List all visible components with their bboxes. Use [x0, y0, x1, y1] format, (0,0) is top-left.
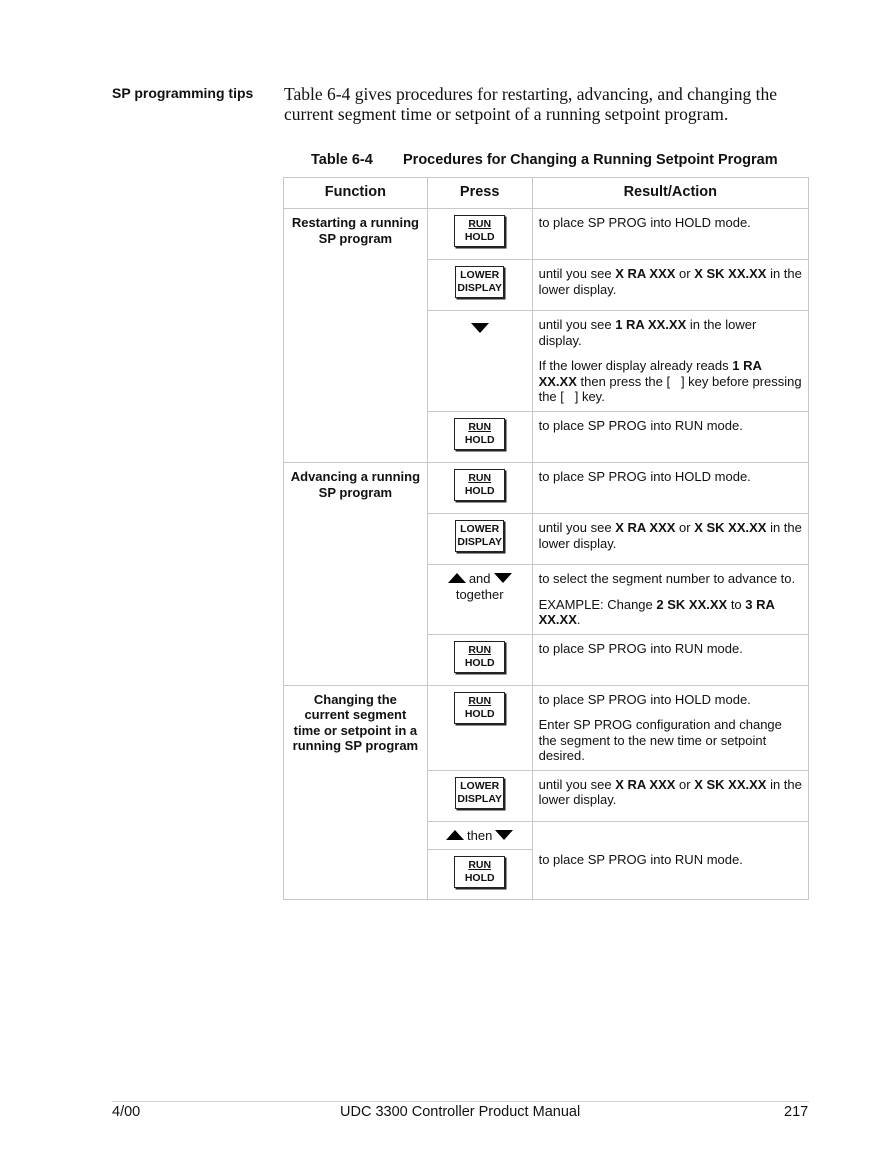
table-row [284, 685, 809, 770]
intro-paragraph: Table 6-4 gives procedures for restarting, advancing, and changing the current segment time or setpoint of a running setpoint program. [284, 84, 777, 124]
header-press: Press [427, 178, 532, 209]
key-label-hold: HOLD [464, 434, 495, 446]
key-label-run: RUN [468, 643, 492, 656]
result-text: to select the segment number to advance to. [538, 571, 796, 586]
result-note: If the lower display already reads 1 RA XX.XX then press the [ ] key before pressing the [ ] key. [538, 358, 802, 404]
arrow-instruction [428, 828, 532, 844]
press-cell [427, 260, 532, 311]
result-text: until you see X RA XXX or X SK XX.XX in the lower display. [538, 520, 802, 551]
result-cell [532, 514, 808, 565]
result-cell [532, 311, 808, 412]
result-text: to place SP PROG into HOLD mode. [538, 215, 751, 230]
press-cell [427, 412, 532, 463]
press-cell [427, 685, 532, 770]
run-hold-key [454, 692, 505, 724]
press-cell [427, 514, 532, 565]
press-cell [427, 634, 532, 685]
word-and: and [468, 571, 491, 586]
up-arrow-icon [446, 830, 464, 840]
down-arrow-icon [471, 323, 489, 333]
key-label-display: DISPLAY [457, 792, 502, 805]
press-cell [427, 209, 532, 260]
result-cell [532, 634, 808, 685]
result-note: Enter SP PROG configuration and change the segment to the new time or setpoint desired. [538, 717, 782, 763]
press-cell [427, 770, 532, 821]
result-cell [532, 209, 808, 260]
up-arrow-icon [448, 573, 466, 583]
word-then: then [467, 827, 493, 843]
function-changing: Changing the current segment time or setpoint in a running SP program [284, 685, 428, 899]
table-header-row [284, 178, 809, 209]
footer-manual-title: UDC 3300 Controller Product Manual [340, 1104, 581, 1120]
table-row [284, 209, 809, 260]
key-label-hold: HOLD [464, 231, 495, 243]
down-arrow-icon [495, 830, 513, 840]
press-cell [427, 821, 532, 849]
press-cell [427, 463, 532, 514]
result-text: until you see 1 RA XX.XX in the lower display. [538, 317, 757, 348]
key-label-display: DISPLAY [457, 536, 502, 548]
side-heading: SP programming tips [112, 85, 254, 101]
lower-display-key [455, 266, 504, 298]
result-text: to place SP PROG into RUN mode. [538, 418, 743, 433]
result-text: to place SP PROG into HOLD mode. [538, 469, 751, 484]
result-cell [532, 770, 808, 821]
header-result: Result/Action [532, 178, 808, 209]
run-hold-key [454, 856, 505, 888]
key-label-hold: HOLD [464, 485, 495, 497]
down-arrow-icon [494, 573, 512, 583]
run-hold-key [454, 469, 505, 501]
run-hold-key [454, 215, 505, 247]
press-cell [427, 565, 532, 635]
procedures-table [283, 177, 809, 900]
key-label-run: RUN [468, 858, 492, 871]
result-text: until you see X RA XXX or X SK XX.XX in the lower display. [538, 266, 802, 297]
word-together: together [455, 587, 504, 602]
key-label-lower: LOWER [460, 269, 500, 281]
header-function: Function [284, 178, 428, 209]
run-hold-key [454, 641, 505, 673]
table-number: Table 6-4 [311, 152, 373, 168]
press-cell [427, 311, 532, 412]
result-text: to place SP PROG into HOLD mode. [538, 691, 751, 707]
result-cell [532, 685, 808, 770]
key-label-hold: HOLD [464, 871, 495, 884]
result-cell [532, 463, 808, 514]
key-label-run: RUN [468, 421, 492, 433]
result-cell [532, 821, 808, 899]
key-label-display: DISPLAY [457, 282, 502, 294]
table-caption [311, 152, 778, 168]
key-label-hold: HOLD [464, 707, 495, 720]
footer-page-number: 217 [784, 1104, 809, 1120]
footer-date: 4/00 [112, 1104, 141, 1120]
function-restarting: Restarting a running SP program [284, 209, 428, 463]
lower-display-key [455, 777, 504, 809]
result-cell [532, 260, 808, 311]
result-cell [532, 412, 808, 463]
result-text: to place SP PROG into RUN mode. [538, 852, 743, 868]
key-label-lower: LOWER [460, 779, 500, 792]
footer-rule [112, 1101, 809, 1102]
result-example: EXAMPLE: Change 2 SK XX.XX to 3 RA XX.XX. [538, 596, 775, 627]
table-row [284, 463, 809, 514]
lower-display-key [455, 520, 504, 552]
arrow-instruction [428, 571, 532, 587]
key-label-run: RUN [468, 472, 492, 484]
table-title: Procedures for Changing a Running Setpoint Program [403, 152, 778, 168]
key-label-run: RUN [468, 694, 492, 707]
result-text: until you see X RA XXX or X SK XX.XX in the lower display. [538, 776, 802, 807]
run-hold-key [454, 418, 505, 450]
press-cell [427, 849, 532, 899]
key-label-hold: HOLD [464, 656, 495, 669]
function-advancing: Advancing a running SP program [284, 463, 428, 686]
result-cell [532, 565, 808, 635]
key-label-lower: LOWER [460, 523, 500, 535]
result-text: to place SP PROG into RUN mode. [538, 640, 743, 656]
key-label-run: RUN [468, 218, 492, 230]
